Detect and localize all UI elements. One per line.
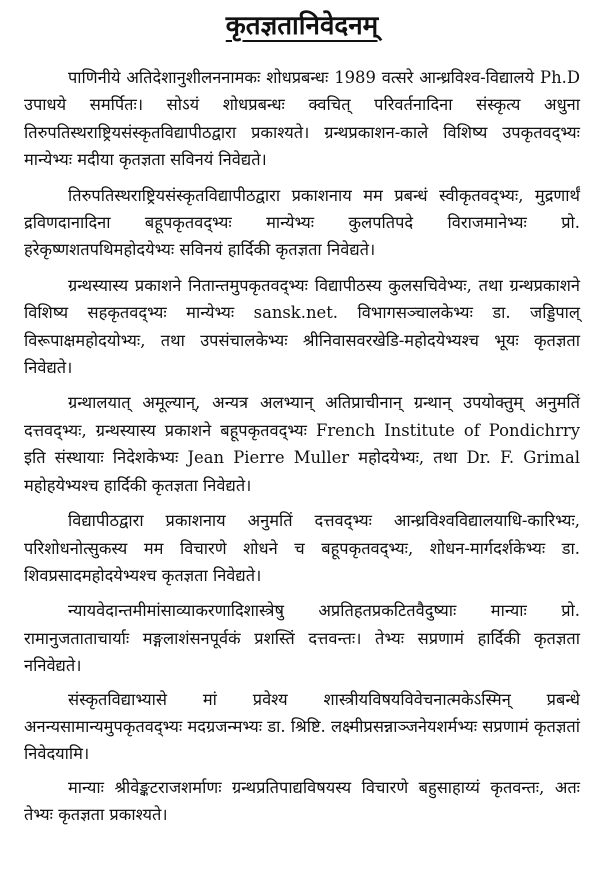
paragraph-6: न्यायवेदान्तमीमांसाव्याकरणादिशास्त्रेषु अप्रतिहतप्रकटितवैदुष्याः मान्याः प्रो. रामानुजताताचार्याः मङ्गलाशंसनपूर्वकं प्रशस्तिं दत्तवन्तः। तेभ्यः सप्रणामं हार्दिकी कृतज्ञता ननिवेद्यते। — [24, 601, 580, 676]
paragraph-3: ग्रन्थस्यास्य प्रकाशने नितान्तमुपकृतवद्भ्यः विद्यापीठस्य कुलसचिवेभ्यः, तथा ग्रन्थप्रकाशने विशिष्य सहकृतवद्भ्यः मान्येभ्यः sansk.net. विभागसञ्चालकेभ्यः डा. जड्डिपाल् विरूपाक्षमहोदयोभ्यः, तथा उपसंचालकेभ्यः श्रीनिवासवरखेडि-महोदयेभ्यश्च भूयः कृतज्ञता निवेद्यते। — [24, 275, 580, 378]
paragraph-4: ग्रन्थालयात् अमूल्यान्, अन्यत्र अलभ्यान् अतिप्राचीनान् ग्रन्थान् उपयोक्तुम् अनुमतिं दत्तवद्भ्यः, ग्रन्थस्यास्य प्रकाशने बहूपकृतवद्भ्यः French Institute of Pondichrry इति संस्थायाः निदेशकेभ्यः Jean Pierre Muller महोदयेभ्यः, तथा Dr. F. Grimal महोहयेभ्यश्च हार्दिकी कृतज्ञता निवेद्यते। — [24, 393, 580, 495]
paragraph-7: संस्कृतविद्याभ्यासे मां प्रवेश्य शास्त्रीयविषयविवेचनात्मकेऽस्मिन् प्रबन्धे अनन्यसामान्यमुपकृतवद्भ्यः मदग्रजन्मभ्यः डा. श्रिष्टि. लक्ष्मीप्रसन्नाञ्जनेयशर्मभ्यः सप्रणामं कृतज्ञतां निवेदयामि। — [24, 689, 580, 764]
page-title: कृतज्ञतानिवेदनम् — [225, 11, 379, 41]
paragraph-2: तिरुपतिस्थराष्ट्रियसंस्कृतविद्यापीठद्वारा प्रकाशनाय मम प्रबन्धं स्वीकृतवद्भ्यः, मुद्रणार्थं द्रविणदानादिना बहूपकृतवद्भ्यः मान्येभ्यः कुलपतिपदे विराजमानेभ्यः प्रो. हरेकृष्णशतपथिमहोदयेभ्यः सविनयं हार्दिकी कृतज्ञता निवेद्यते। — [24, 185, 580, 260]
paragraph-5: विद्यापीठद्वारा प्रकाशनाय अनुमतिं दत्तवद्भ्यः आन्ध्रविश्वविद्यालयाधि-कारिभ्यः, परिशोधनोत्सुकस्य मम विचारणे शोधने च बहूपकृतवद्भ्यः, शोधन-मार्गदर्शकेभ्यः डा. शिवप्रसादमहोदयेभ्यश्च कृतज्ञता निवेद्यते। — [24, 511, 580, 585]
paragraph-8: मान्याः श्रीवेङ्कटराजशर्माणः ग्रन्थप्रतिपाद्यविषयस्य विचारणे बहुसाहाय्यं कृतवन्तः, अतः तेभ्यः कृतज्ञता प्रकाश्यते। — [24, 777, 580, 825]
paragraph-1: पाणिनीये अतिदेशानुशीलननामकः शोधप्रबन्धः 1989 वत्सरे आन्ध्रविश्व-विद्यालये Ph.D उपाधये समर्पितः। सोऽयं शोधप्रबन्धः क्वचित् परिवर्तनादिना संस्कृत्य अधुना तिरुपतिस्थराष्ट्रियसंस्कृतविद्यापीठद्वारा प्रकाश्यते। ग्रन्थप्रकाशन-काले विशिष्य उपकृतवद्भ्यः मान्येभ्यः मदीया कृतज्ञता सविनयं निवेद्यते। — [24, 68, 580, 170]
